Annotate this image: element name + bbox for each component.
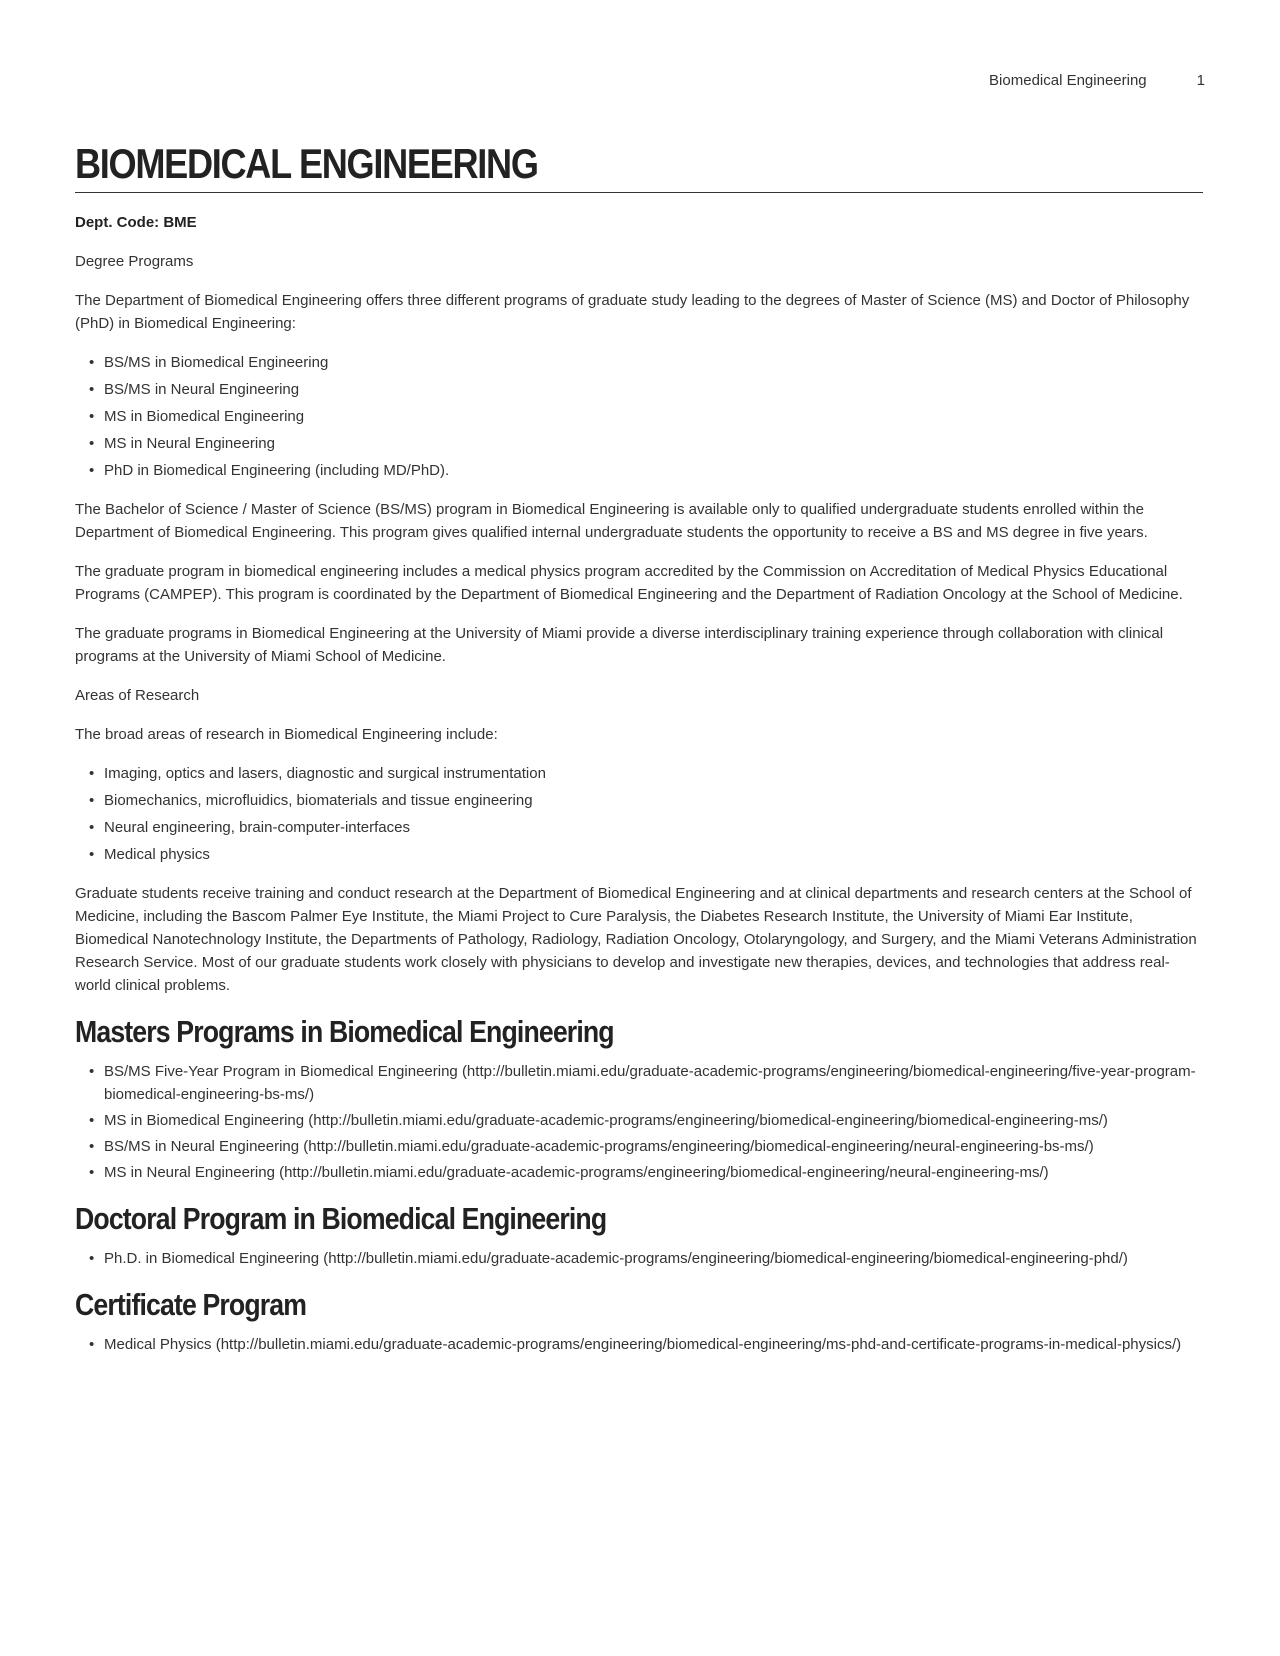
bullet-icon: • — [89, 846, 95, 864]
bullet-icon: • — [89, 819, 95, 837]
program-link[interactable]: • Medical Physics (http://bulletin.miami.edu/graduate-academic-programs/engineering/biomedical-engineering/ms-phd-and-certificate-programs-in-medical-physics/) — [75, 1333, 1203, 1356]
degree-programs-heading: Degree Programs — [75, 253, 194, 271]
running-title: Biomedical Engineering — [989, 72, 1147, 89]
list-item: • MS in Biomedical Engineering — [75, 405, 1203, 428]
bullet-icon: • — [89, 462, 95, 480]
bullet-icon: • — [89, 1138, 95, 1156]
bullet-icon: • — [89, 1249, 95, 1267]
bullet-icon: • — [89, 1063, 95, 1081]
list-item: • MS in Neural Engineering — [75, 432, 1203, 455]
list-item: • PhD in Biomedical Engineering (including MD/PhD). — [75, 459, 1203, 482]
list-item: • Biomechanics, microfluidics, biomaterials and tissue engineering — [75, 789, 1203, 812]
research-heading: Areas of Research — [75, 687, 200, 705]
research-intro: The broad areas of research in Biomedical Engineering include: — [75, 726, 498, 744]
program-link[interactable]: • BS/MS Five-Year Program in Biomedical Engineering (http://bulletin.miami.edu/graduate-academic-programs/engineering/biomedical-engineering/five-year-program-biomedical-engineering-bs-ms/) — [75, 1060, 1203, 1106]
running-header — [989, 72, 1205, 89]
page-title: BIOMEDICAL ENGINEERING — [75, 140, 538, 187]
list-item: • Medical physics — [75, 843, 1203, 866]
bullet-icon: • — [89, 1335, 95, 1353]
program-link[interactable]: • MS in Neural Engineering (http://bulletin.miami.edu/graduate-academic-programs/engineering/biomedical-engineering/neural-engineering-ms/) — [75, 1161, 1203, 1184]
dept-code: Dept. Code: BME — [75, 214, 197, 232]
bsms-paragraph: The Bachelor of Science / Master of Science (BS/MS) program in Biomedical Engineering is available only to qualified undergraduate students enrolled within the Department of Biomedical Engineering. This program gives qualified internal undergraduate students the opportunity to receive a BS and MS degree in five years. — [75, 501, 1148, 542]
intro-paragraph: The Department of Biomedical Engineering offers three different programs of graduate study leading to the degrees of Master of Science (MS) and Doctor of Philosophy (PhD) in Biomedical Engineering: — [75, 292, 1190, 333]
research-list — [75, 762, 1203, 866]
program-link[interactable]: • BS/MS in Neural Engineering (http://bulletin.miami.edu/graduate-academic-programs/engineering/biomedical-engineering/neural-engineering-bs-ms/) — [75, 1135, 1203, 1158]
bullet-icon: • — [89, 354, 95, 372]
program-list — [75, 351, 1203, 482]
doctoral-heading: Doctoral Program in Biomedical Engineering — [75, 1201, 607, 1237]
collaboration-paragraph: The graduate programs in Biomedical Engineering at the University of Miami provide a diverse interdisciplinary training experience through collaboration with clinical programs at the University of Miami School of Medicine. — [75, 625, 1164, 666]
certificate-program-list — [75, 1333, 1203, 1356]
list-item: • BS/MS in Neural Engineering — [75, 378, 1203, 401]
bullet-icon: • — [89, 1112, 95, 1130]
masters-program-list — [75, 1060, 1203, 1184]
campep-paragraph: The graduate program in biomedical engineering includes a medical physics program accredited by the Commission on Accreditation of Medical Physics Educational Programs (CAMPEP). This program is coordinated by the Department of Biomedical Engineering and the Department of Radiation Oncology at the School of Medicine. — [75, 563, 1183, 604]
page-number: 1 — [1196, 72, 1205, 89]
program-link[interactable]: • Ph.D. in Biomedical Engineering (http://bulletin.miami.edu/graduate-academic-programs/engineering/biomedical-engineering/biomedical-engineering-phd/) — [75, 1247, 1203, 1270]
doctoral-program-list — [75, 1247, 1203, 1270]
bullet-icon: • — [89, 792, 95, 810]
masters-heading: Masters Programs in Biomedical Engineering — [75, 1014, 614, 1050]
training-paragraph: Graduate students receive training and conduct research at the Department of Biomedical Engineering and at clinical departments and research centers at the School of Medicine, including the Bascom Palmer Eye Institute, the Miami Project to Cure Paralysis, the Diabetes Research Institute, the University of Miami Ear Institute, Biomedical Nanotechnology Institute, the Departments of Pathology, Radiology, Radiation Oncology, Otolaryngology, and Surgery, and the Miami Veterans Administration Research Service. Most of our graduate students work closely with physicians to develop and investigate new therapies, devices, and technologies that address real-world clinical problems. — [75, 885, 1197, 995]
bullet-icon: • — [89, 1164, 95, 1182]
bullet-icon: • — [89, 765, 95, 783]
bullet-icon: • — [89, 381, 95, 399]
certificate-heading: Certificate Program — [75, 1286, 307, 1322]
page-content — [75, 140, 1203, 1372]
bullet-icon: • — [89, 435, 95, 453]
list-item: • BS/MS in Biomedical Engineering — [75, 351, 1203, 374]
bullet-icon: • — [89, 408, 95, 426]
list-item: • Neural engineering, brain-computer-interfaces — [75, 816, 1203, 839]
program-link[interactable]: • MS in Biomedical Engineering (http://bulletin.miami.edu/graduate-academic-programs/engineering/biomedical-engineering/biomedical-engineering-ms/) — [75, 1109, 1203, 1132]
title-divider — [75, 192, 1203, 193]
list-item: • Imaging, optics and lasers, diagnostic and surgical instrumentation — [75, 762, 1203, 785]
